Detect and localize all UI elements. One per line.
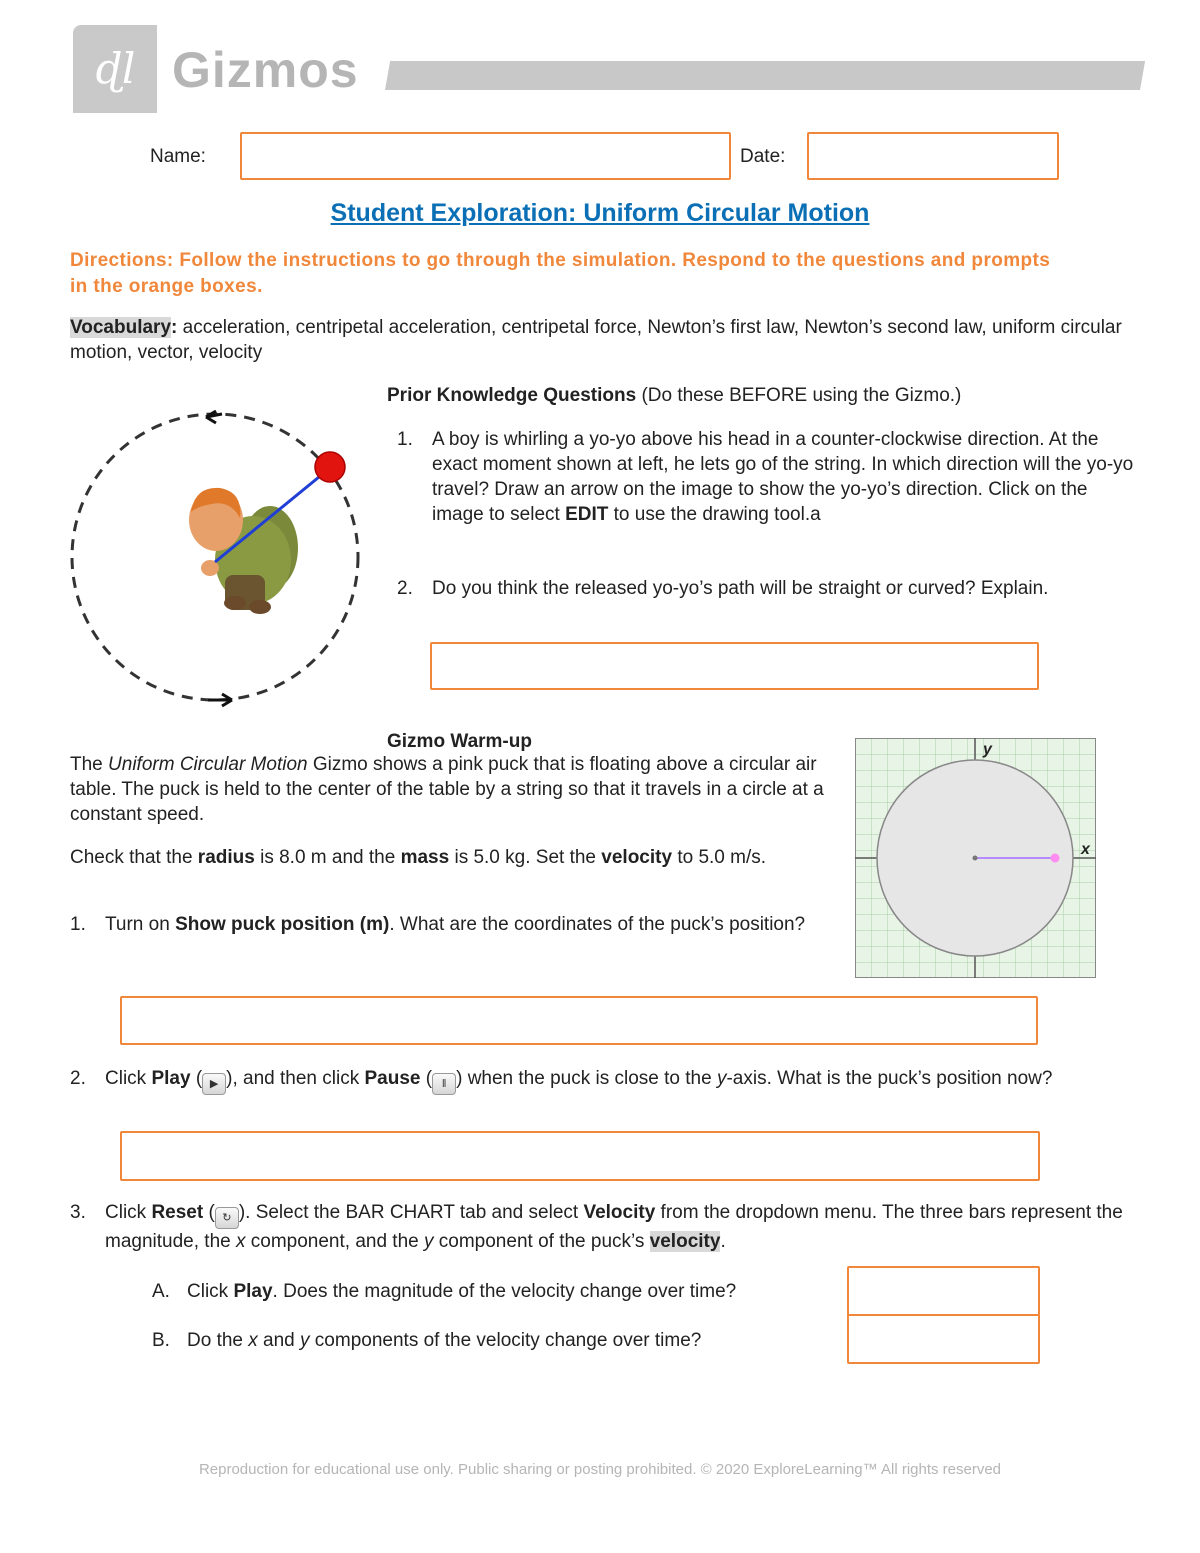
wqb-b: and (257, 1330, 301, 1351)
wq2-d: ( (420, 1068, 433, 1089)
prior-q2-text: Do you think the released yo-yo’s path will be straight or curved? Explain. (432, 578, 1049, 599)
wq2-y: y (716, 1068, 727, 1089)
wp2-b: is 8.0 m and the (254, 847, 401, 868)
wq2-b: ( (190, 1068, 203, 1089)
prior-q1-number: 1. (397, 429, 413, 450)
warmup-heading (387, 729, 532, 754)
warmup-qb-answer-box[interactable] (847, 1314, 1040, 1364)
vocabulary-label: Vocabulary (70, 317, 172, 338)
pause-icon[interactable]: ‖ (432, 1073, 456, 1095)
date-field[interactable] (807, 132, 1059, 180)
warmup-q2-answer-box[interactable] (120, 1131, 1040, 1181)
wq2-e: ) when the puck is close to the (456, 1068, 717, 1089)
y-axis-label: y (983, 741, 992, 758)
wp2-mass: mass (400, 847, 450, 868)
prior-heading-note: (Do these BEFORE using the Gizmo.) (641, 385, 962, 406)
prior-q1-text-a: A boy is whirling a yo-yo above his head in a counter-clockwise direction. At the exact moment shown at left, he lets go of the string. In which direction will the yo-yo travel? Draw an arrow on the image to show the yo-yo’s direction. Click on the image to select (432, 429, 1134, 525)
wqb-x: x (248, 1330, 258, 1351)
reset-icon[interactable]: ↻ (215, 1207, 239, 1229)
wp2-a: Check that the (70, 847, 198, 868)
wq3-y: y (424, 1231, 434, 1252)
warmup-q3-number: 3. (70, 1202, 86, 1223)
wq3-a: Click (105, 1202, 152, 1223)
prior-q1-edit: EDIT (565, 504, 609, 525)
yoyo-illustration[interactable] (60, 400, 380, 720)
warmup-qb-text (187, 1328, 837, 1353)
wqb-c: components of the velocity change over time? (309, 1330, 702, 1351)
warmup-q1-answer-box[interactable] (120, 996, 1038, 1045)
prior-q1-text-b: to use the drawing tool.a (608, 504, 821, 525)
yoyo-ball (315, 452, 345, 482)
header-bar (385, 61, 1145, 90)
warmup-paragraph-2 (70, 845, 835, 870)
wp2-d: to 5.0 m/s. (672, 847, 767, 868)
warmup-qb-letter: B. (152, 1330, 170, 1351)
wp1-italic: Uniform Circular Motion (108, 754, 308, 775)
warmup-qa-text (187, 1279, 837, 1304)
wq3-d: from the dropdown menu. The three bars represent the magnitude, the (105, 1202, 1123, 1252)
wq1-b: . What are the coordinates of the puck’s position? (389, 914, 806, 935)
wq2-pause: Pause (364, 1068, 421, 1089)
wq2-a: Click (105, 1068, 152, 1089)
prior-heading (387, 383, 1147, 408)
logo-glyph: ɖl (94, 44, 136, 93)
brand-name: Gizmos (172, 42, 359, 98)
wqb-y: y (300, 1330, 310, 1351)
warmup-q1-number: 1. (70, 914, 86, 935)
yoyo-path-circle (72, 414, 358, 700)
warmup-qa-letter: A. (152, 1281, 170, 1302)
wq3-f: component of the puck’s (433, 1231, 650, 1252)
date-label: Date: (740, 146, 786, 167)
vocabulary-colon: : (171, 317, 178, 338)
wq2-c: ), and then click (226, 1068, 365, 1089)
wq3-velocity-highlight: velocity (649, 1231, 721, 1252)
warmup-paragraph-1 (70, 752, 835, 827)
wp2-velocity: velocity (601, 847, 673, 868)
wq3-e: component, and the (245, 1231, 424, 1252)
wqb-a: Do the (187, 1330, 249, 1351)
logo-badge (73, 25, 157, 113)
wp2-c: is 5.0 kg. Set the (449, 847, 602, 868)
directions: Directions: Follow the instructions to go through the simulation. Respond to the questions and prompts in the orange boxes. (70, 250, 1051, 297)
puck (1051, 854, 1060, 863)
arrow-bottom-icon (208, 694, 232, 706)
prior-q1-text (432, 427, 1137, 527)
wp2-radius: radius (197, 847, 255, 868)
page-title[interactable]: Student Exploration: Uniform Circular Motion (330, 199, 870, 227)
warmup-qa-answer-box[interactable] (847, 1266, 1040, 1316)
footer-notice: Reproduction for educational use only. Public sharing or posting prohibited. © 2020 ExploreLearning™ All rights reserved (198, 1461, 1002, 1478)
prior-q2-answer-box[interactable] (430, 642, 1039, 690)
wq2-f: -axis. What is the puck’s position now? (726, 1068, 1053, 1089)
table-center (973, 856, 978, 861)
wqa-a: Click (187, 1281, 234, 1302)
wq1-a: Turn on (105, 914, 176, 935)
warmup-q1-text (105, 912, 835, 937)
wq3-g: . (720, 1231, 726, 1252)
x-axis-label: x (1081, 841, 1090, 858)
wq3-x: x (235, 1231, 246, 1252)
name-field[interactable] (240, 132, 731, 180)
name-label: Name: (150, 146, 206, 167)
wq1-bold: Show puck position (m) (175, 914, 390, 935)
vocabulary-terms: acceleration, centripetal acceleration, centripetal force, Newton’s first law, Newton’s second law, uniform circular motion, vector, velocity (70, 317, 1122, 363)
wq3-c: ). Select the BAR CHART tab and select (238, 1202, 584, 1223)
warmup-heading-text: Gizmo Warm-up (387, 731, 532, 752)
wp1-b: Gizmo shows a pink puck that is floating above a circular air table. The puck is held to the center of the table by a string so that it travels in a circle at a constant speed. (70, 754, 824, 825)
wq2-play: Play (151, 1068, 191, 1089)
warmup-q3-text (105, 1200, 1135, 1254)
wq3-reset: Reset (151, 1202, 204, 1223)
wq3-velocity: Velocity (583, 1202, 656, 1223)
warmup-q2-number: 2. (70, 1068, 86, 1089)
wq3-b: ( (203, 1202, 215, 1223)
vocabulary (70, 315, 1140, 365)
wqa-play: Play (233, 1281, 273, 1302)
wqa-b: . Does the magnitude of the velocity change over time? (272, 1281, 737, 1302)
prior-heading-title: Prior Knowledge Questions (387, 385, 637, 406)
play-icon[interactable]: ▶ (202, 1073, 226, 1095)
gizmo-air-table[interactable] (855, 738, 1096, 978)
prior-q2-number: 2. (397, 578, 413, 599)
warmup-q2-text (105, 1066, 1135, 1095)
wp1-a: The (70, 754, 109, 775)
